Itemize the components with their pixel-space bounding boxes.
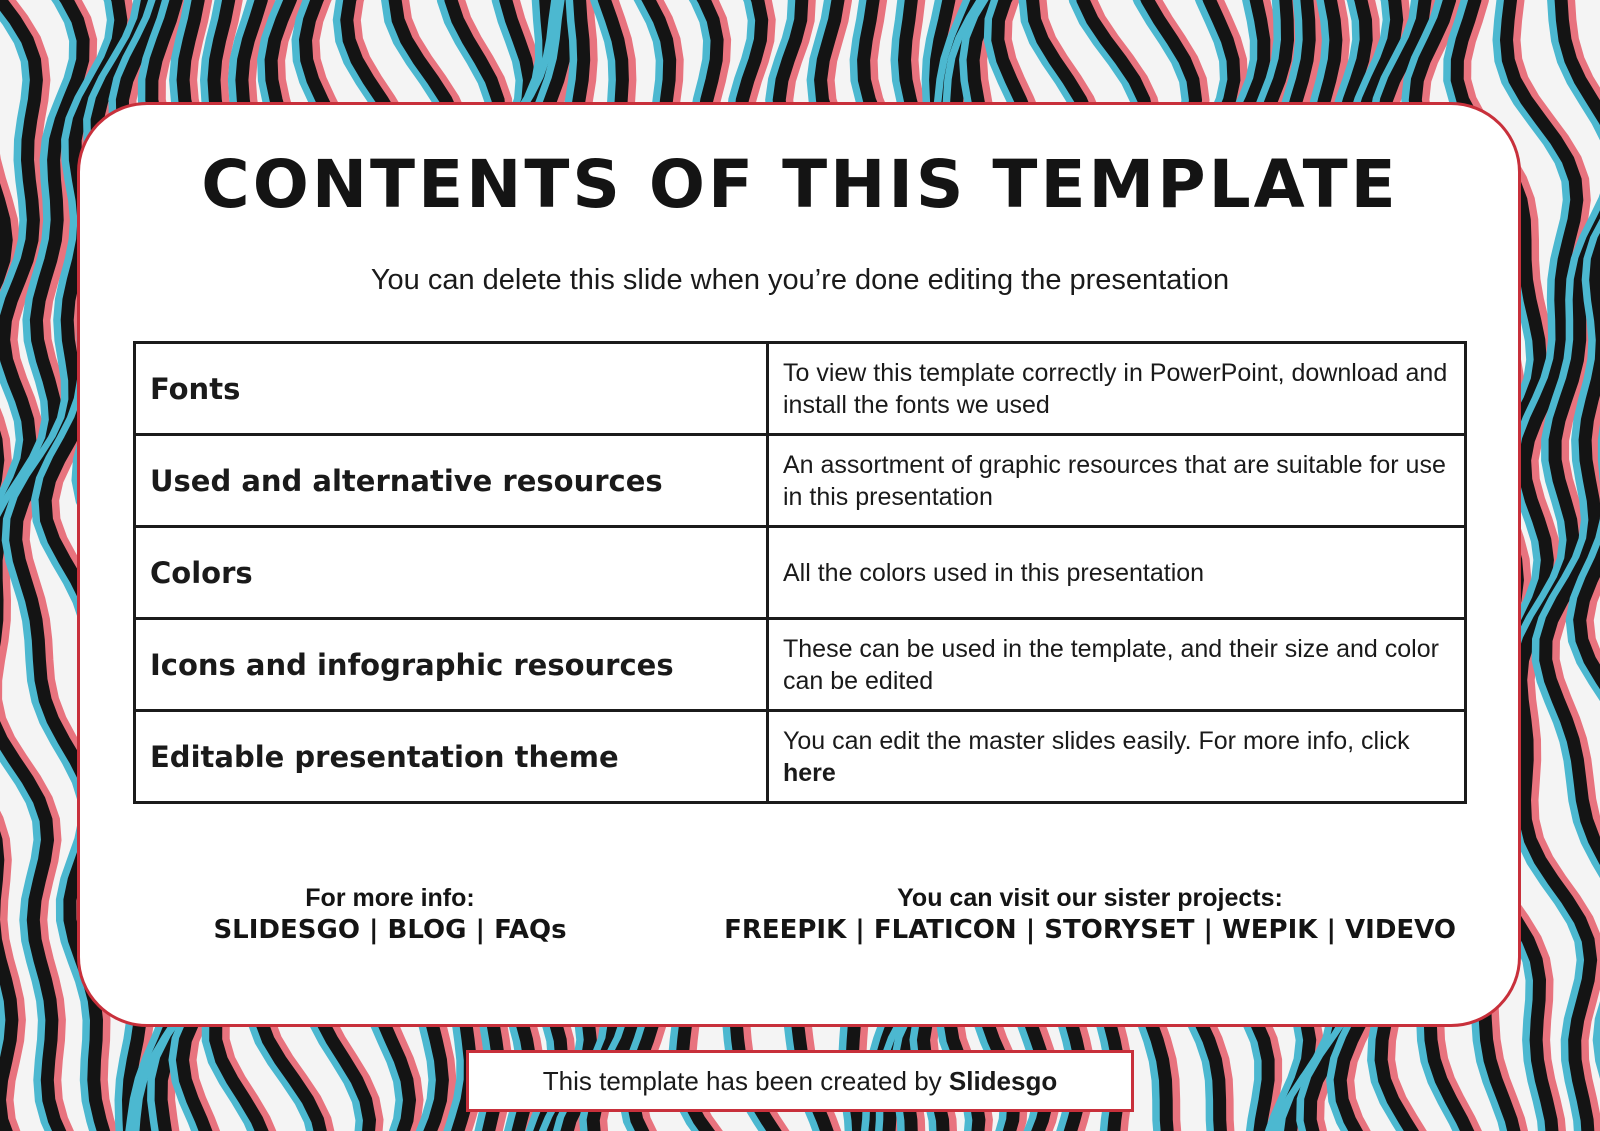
separator: | <box>1016 915 1045 945</box>
here-link[interactable]: here <box>783 758 836 787</box>
more-info-heading: For more info: <box>305 884 475 912</box>
row-label: Fonts <box>135 343 768 435</box>
storyset-link[interactable]: STORYSET <box>1044 915 1195 945</box>
row-label: Icons and infographic resources <box>135 619 768 711</box>
table-row <box>135 435 1466 527</box>
blog-link[interactable]: BLOG <box>387 915 467 945</box>
table-row <box>135 527 1466 619</box>
row-description: These can be used in the template, and their size and color can be edited <box>768 619 1466 711</box>
row-label: Editable presentation theme <box>135 711 768 803</box>
freepik-link[interactable]: FREEPIK <box>724 915 847 945</box>
separator: | <box>1317 915 1346 945</box>
page-subtitle: You can delete this slide when you’re done editing the presentation <box>370 264 1230 296</box>
sister-projects-block <box>690 882 1490 946</box>
row-description: To view this template correctly in PowerPoint, download and install the fonts we used <box>768 343 1466 435</box>
table-row <box>135 711 1466 803</box>
row-label: Colors <box>135 527 768 619</box>
credit-footer <box>466 1050 1134 1112</box>
row-description: An assortment of graphic resources that are suitable for use in this presentation <box>768 435 1466 527</box>
faqs-link[interactable]: FAQs <box>494 915 567 945</box>
wepik-link[interactable]: WEPIK <box>1222 915 1318 945</box>
flaticon-link[interactable]: FLATICON <box>873 915 1017 945</box>
separator: | <box>359 915 388 945</box>
videvo-link[interactable]: VIDEVO <box>1345 915 1456 945</box>
table-row <box>135 343 1466 435</box>
row-description: All the colors used in this presentation <box>768 527 1466 619</box>
sister-projects-links <box>690 914 1490 946</box>
footer-text: This template has been created by <box>542 1066 949 1096</box>
slidesgo-brand-link[interactable]: Slidesgo <box>948 1066 1058 1096</box>
contents-table <box>133 341 1467 804</box>
separator: | <box>1194 915 1223 945</box>
more-info-links <box>180 914 600 946</box>
sister-projects-heading: You can visit our sister projects: <box>897 884 1283 912</box>
page-title: CONTENTS OF THIS TEMPLATE <box>201 146 1399 223</box>
separator: | <box>466 915 495 945</box>
more-info-block <box>180 882 600 946</box>
slidesgo-link[interactable]: SLIDESGO <box>213 915 360 945</box>
separator: | <box>846 915 874 945</box>
row-description <box>768 711 1466 803</box>
table-row <box>135 619 1466 711</box>
row-label: Used and alternative resources <box>135 435 768 527</box>
row-description-text: You can edit the master slides easily. For more info, click <box>783 726 1410 755</box>
